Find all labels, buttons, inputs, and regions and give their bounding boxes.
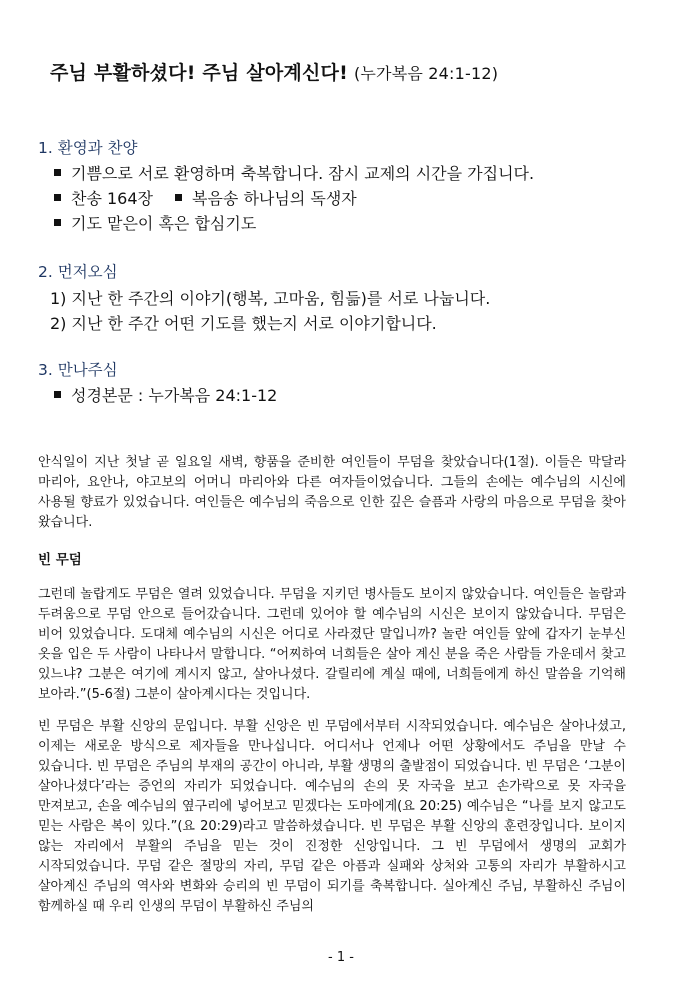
subheading-empty-tomb: 빈 무덤 [38, 552, 82, 568]
body-paragraph: 안식일이 지난 첫날 곧 일요일 새벽, 향품을 준비한 여인들이 무덤을 찾았습니다(1절). 이들은 막달라 마리아, 요안나, 야고보의 어머니 마리아와 다른 여자들이었습니다. 그들의 손에는 예수님의 시신에 사용될 향료가 있었습니다. 여인들은 예수님의 죽음으로 인한 깊은 슬픔과 사랑의 마음으로 무덤을 찾아 왔습니다. [38, 455, 626, 530]
section-heading-first-coming: 2. 먼저오심 [38, 263, 118, 281]
section-heading-welcome: 1. 환영과 찬양 [38, 139, 138, 157]
bullet-square-icon [54, 391, 61, 398]
title-reference: (누가복음 24:1-12) [353, 64, 499, 83]
bullet-square-icon [175, 194, 182, 201]
page-title [50, 58, 650, 85]
page-number: - 1 - [328, 950, 354, 965]
bullet-item: 성경본문 : 누가복음 24:1-12 [54, 383, 277, 406]
bullet-item: 찬송 164장 복음송 하나님의 독생자 [54, 186, 357, 209]
numbered-item: 2) 지난 한 주간 어떤 기도를 했는지 서로 이야기합니다. [50, 314, 437, 333]
section-heading-meeting: 3. 만나주심 [38, 361, 118, 379]
bullet-square-icon [54, 194, 61, 201]
body-paragraph: 빈 무덤은 부활 신앙의 문입니다. 부활 신앙은 빈 무덤에서부터 시작되었습니다. 예수님은 살아나셨고, 이제는 새로운 방식으로 제자들을 만나십니다. 어디서나 언제나 어떤 상황에서도 주님을 만날 수 있습니다. 빈 무덤은 주님의 부재의 공간이 아니라, 부활 생명의 출발점이 되었습니다. 빈 무덤은 ‘그분이 살아나셨다’라는 증언의 자리가 되었습니다. 예수님의 손의 못 자국을 보고 손가락으로 못 자국을 만져보고, 손을 예수님의 옆구리에 넣어보고 믿겠다는 도마에게(요 20:25) 예수님은 “나를 보지 않고도 믿는 사람은 복이 있다.”(요 20:29)라고 말씀하셨습니다. 빈 무덤은 부활 신앙의 훈련장입니다. 보이지 않는 자리에서 부활의 주님을 믿는 것이 진정한 신앙입니다. 그 빈 무덤에서 생명의 교회가 시작되었습니다. 무덤 같은 절망의 자리, 무덤 같은 아픔과 실패와 상처와 고통의 자리가 부활하시고 살아계신 주님의 역사와 변화와 승리의 빈 무덤이 되기를 축복합니다. 실아계신 주님, 부활하신 주님이 함께하실 때 우리 인생의 무덤이 부활하신 주님의 [38, 719, 626, 914]
body-paragraph: 그런데 놀랍게도 무덤은 열려 있었습니다. 무덤을 지키던 병사들도 보이지 않았습니다. 여인들은 놀람과 두려움으로 무덤 안으로 들어갔습니다. 그런데 있어야 할 예수님의 시신은 보이지 않았습니다. 무덤은 비어 있었습니다. 도대체 예수님의 시신은 어디로 사라졌단 말입니까? 놀란 여인들 앞에 갑자기 눈부신 옷을 입은 두 사람이 나타나서 말합니다. “어찌하여 너희들은 살아 계신 분을 죽은 사람들 가운데서 찾고 있느냐? 그분은 여기에 계시지 않고, 살아나셨다. 갈릴리에 계실 때에, 너희들에게 하신 말씀을 기억해 보아라.”(5-6절) 그분이 살아계시다는 것입니다. [38, 587, 626, 702]
bullet-square-icon [54, 219, 61, 226]
title-main: 주님 부활하셨다! 주님 살아계신다! [50, 62, 348, 84]
numbered-item: 1) 지난 한 주간의 이야기(행복, 고마움, 힘듦)를 서로 나눕니다. [50, 289, 491, 308]
bullet-square-icon [54, 169, 61, 176]
bullet-item: 기쁨으로 서로 환영하며 축복합니다. 잠시 교제의 시간을 가집니다. [54, 161, 534, 184]
bullet-item: 기도 맡은이 혹은 합심기도 [54, 211, 256, 234]
